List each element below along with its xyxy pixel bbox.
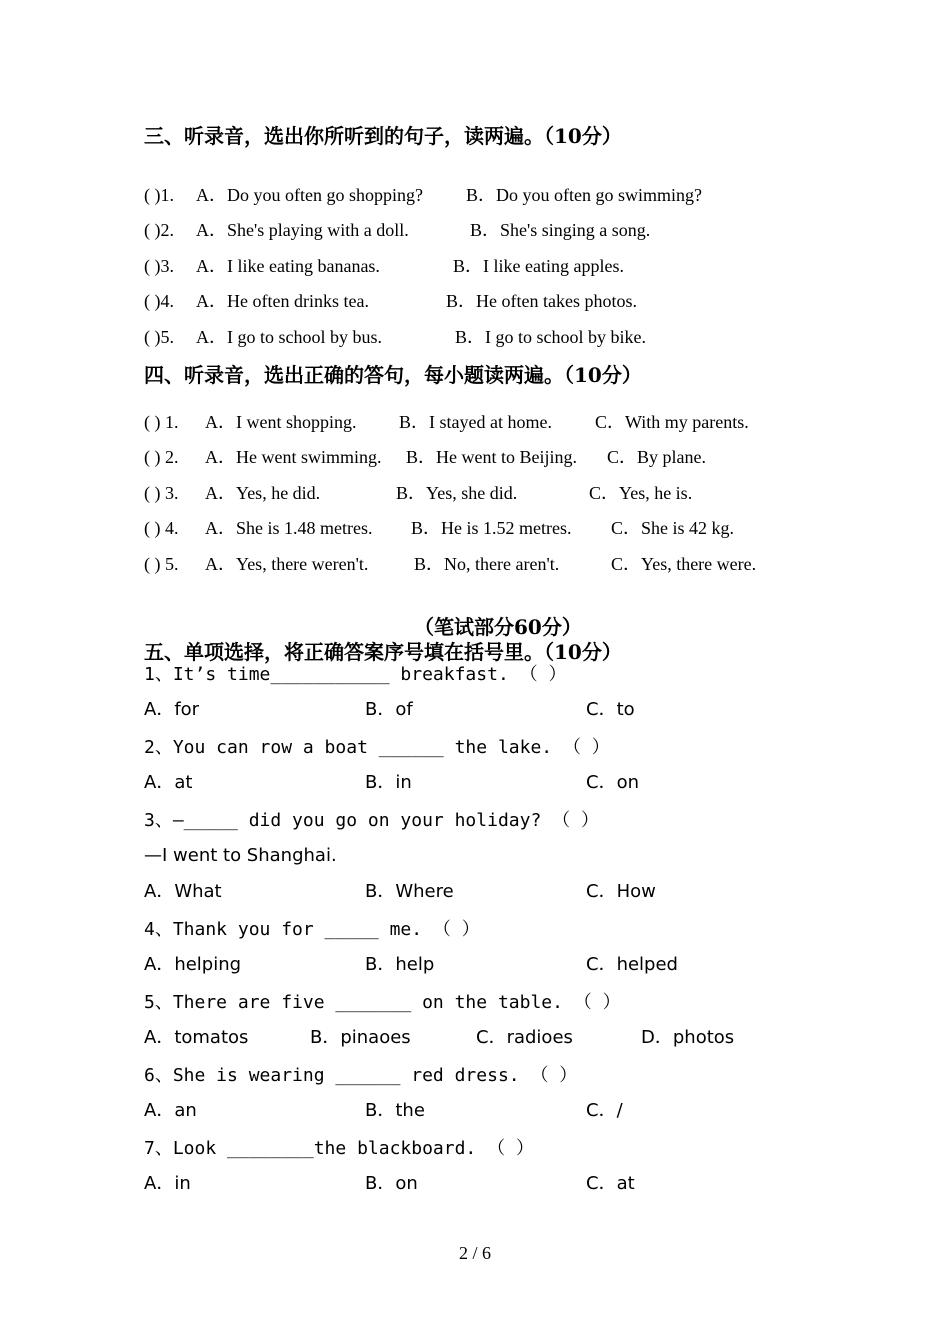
s5-answer-3: —I went to Shanghai. [144,845,337,866]
s4-option-a: A．He went swimming. [205,447,382,467]
s4-option-a: A．Yes, there weren't. [205,554,369,574]
s3-item-num: ( )5. [144,327,174,347]
s4-option-b: B．I stayed at home. [399,412,552,432]
section5-title: 五、单项选择，将正确答案序号填在括号里。（10分） [144,640,622,664]
s4-item-num: ( ) 2. [144,447,179,467]
option-b: B．in [365,772,412,793]
s5-question-5: 5、There are five _______ on the table. （ ） [144,992,621,1013]
s3-item-num: ( )1. [144,185,174,205]
s5-question-6: 6、She is wearing ______ red dress. （ ） [144,1065,578,1086]
option-b: B．help [365,954,435,975]
option-a: A．for [144,699,200,720]
option-c: C．helped [586,954,678,975]
option-b: B．pinaoes [310,1027,411,1048]
s4-item-num: ( ) 4. [144,518,179,538]
s5-question-4: 4、Thank you for _____ me. （ ） [144,919,480,940]
option-a: A．tomatos [144,1027,249,1048]
s4-option-b: B．No, there aren't. [414,554,560,574]
s3-item-num: ( )2. [144,220,174,240]
s5-question-1: 1、It’s time___________ breakfast. （ ） [144,664,567,685]
option-a: A．helping [144,954,242,975]
s4-item-num: ( ) 5. [144,554,179,574]
written-part-title: （笔试部分60分） [414,615,582,639]
s3-option-b: B．He often takes photos. [446,291,637,311]
option-c: C．How [586,881,656,902]
s3-option-a: A．She's playing with a doll. [196,220,409,240]
s4-option-b: B．He went to Beijing. [406,447,577,467]
s5-question-2: 2、You can row a boat ______ the lake. （ ） [144,737,610,758]
option-a: A．at [144,772,193,793]
s3-option-b: B．She's singing a song. [470,220,651,240]
s3-option-a: A．He often drinks tea. [196,291,369,311]
option-b: B．the [365,1100,425,1121]
s3-option-a: A．I go to school by bus. [196,327,382,347]
option-b: B．Where [365,881,454,902]
s4-option-c: C．Yes, he is. [589,483,693,503]
option-c: C．at [586,1173,635,1194]
s4-option-b: B．He is 1.52 metres. [411,518,572,538]
s4-option-c: C．With my parents. [595,412,749,432]
option-c: C．/ [586,1100,623,1121]
s3-option-a: A．I like eating bananas. [196,256,380,276]
option-a: A．What [144,881,222,902]
option-b: B．of [365,699,413,720]
s4-option-b: B．Yes, she did. [396,483,518,503]
s3-item-num: ( )4. [144,291,174,311]
s4-option-c: C．Yes, there were. [611,554,757,574]
s4-option-a: A．Yes, he did. [205,483,321,503]
s3-option-b: B．Do you often go swimming? [466,185,702,205]
s4-option-c: C．By plane. [607,447,706,467]
s3-option-b: B．I go to school by bike. [455,327,646,347]
section3-title: 三、听录音，选出你所听到的句子，读两遍。（10分） [144,124,622,148]
s5-question-7: 7、Look ________the blackboard. （ ） [144,1138,534,1159]
option-c: C．on [586,772,639,793]
s4-option-c: C．She is 42 kg. [611,518,735,538]
s4-option-a: A．I went shopping. [205,412,357,432]
option-c: C．to [586,699,635,720]
option-a: A．an [144,1100,197,1121]
s5-question-3: 3、—_____ did you go on your holiday? （ ） [144,810,599,831]
s3-option-b: B．I like eating apples. [453,256,624,276]
s4-option-a: A．She is 1.48 metres. [205,518,373,538]
s3-option-a: A．Do you often go shopping? [196,185,423,205]
option-d: D．photos [641,1027,735,1048]
s4-item-num: ( ) 1. [144,412,179,432]
s3-item-num: ( )3. [144,256,174,276]
section4-title: 四、听录音，选出正确的答句，每小题读两遍。（10分） [144,363,642,387]
option-c: C．radioes [476,1027,573,1048]
option-b: B．on [365,1173,418,1194]
option-a: A．in [144,1173,191,1194]
s4-item-num: ( ) 3. [144,483,179,503]
page-number: 2 / 6 [458,1243,491,1263]
